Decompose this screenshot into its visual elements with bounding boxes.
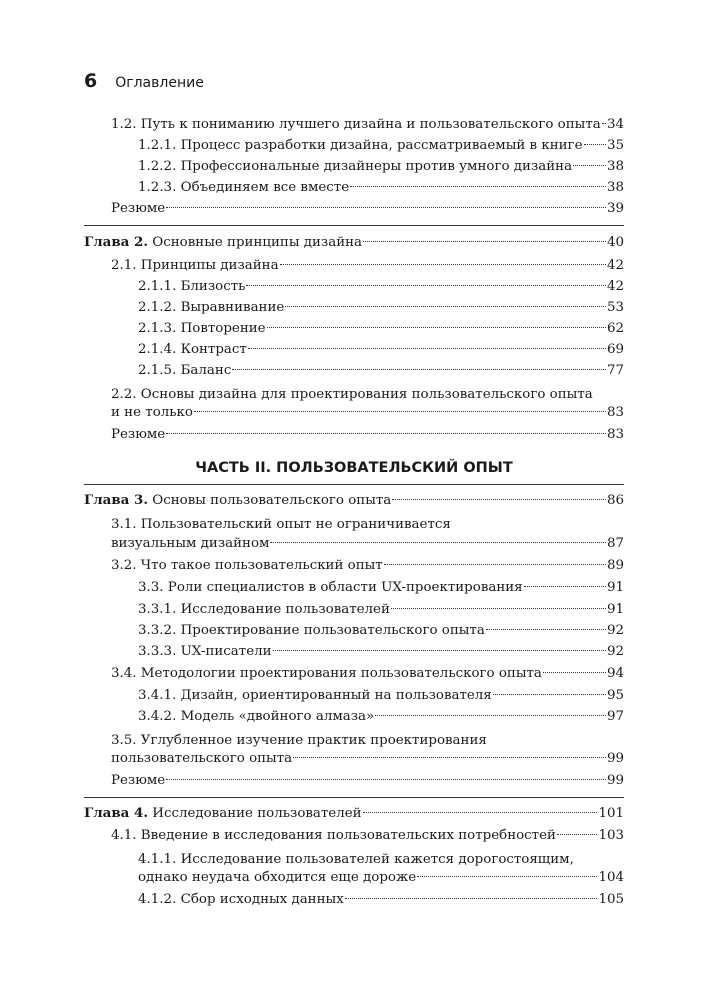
toc-entry-2-1-5[interactable]	[138, 360, 624, 381]
toc-entry-text: 2.1.4. Контраст	[138, 342, 247, 357]
dot-leader	[584, 144, 606, 145]
toc-entry-4-1-2[interactable]	[138, 889, 624, 910]
toc-page-number: 42	[606, 258, 624, 273]
chapter-label: Глава 4.	[84, 805, 148, 821]
toc-entry-text: визуальным дизайном	[111, 536, 270, 551]
toc-entry-3-4[interactable]	[111, 663, 624, 684]
toc-page-number: 101	[598, 806, 624, 821]
toc-entry-3-3-2[interactable]	[138, 620, 624, 641]
toc-entry-resume-1[interactable]	[111, 198, 624, 219]
toc-entry-1-2-2[interactable]	[138, 156, 624, 177]
toc-entry-text: и не только	[111, 405, 193, 420]
toc-entry-text: 3.3. Роли специалистов в области UX-проектирования	[138, 580, 523, 595]
dot-leader	[392, 499, 606, 500]
toc-page-number: 77	[606, 363, 624, 378]
toc-chapter-2[interactable]	[84, 232, 624, 253]
toc-page-number: 89	[606, 558, 624, 573]
running-title: Оглавление	[115, 75, 204, 91]
dot-leader	[293, 757, 606, 758]
toc-entry-text: 3.4.1. Дизайн, ориентированный на пользователя	[138, 688, 492, 703]
toc-page-number: 95	[606, 688, 624, 703]
dot-leader	[375, 715, 606, 716]
toc-entry-3-4-1[interactable]	[138, 685, 624, 706]
toc-page-number: 40	[606, 235, 624, 250]
dot-leader	[363, 812, 598, 813]
toc-entry-resume-3[interactable]	[111, 770, 624, 791]
dot-leader	[557, 834, 597, 835]
toc-page-number: 39	[606, 201, 624, 216]
toc-page-number: 38	[606, 159, 624, 174]
toc-entry-text: 1.2. Путь к пониманию лучшего дизайна и пользовательского опыта	[111, 117, 601, 132]
dot-leader	[246, 285, 606, 286]
toc-entry-text: 3.3.2. Проектирование пользовательского опыта	[138, 623, 485, 638]
toc-page-number: 38	[606, 180, 624, 195]
toc-entry-text: 2.1.5. Баланс	[138, 363, 232, 378]
chapter-label: Глава 2.	[84, 234, 148, 250]
toc-entry-text: 3.2. Что такое пользовательский опыт	[111, 558, 383, 573]
toc-entry-text: 4.1.2. Сбор исходных данных	[138, 892, 344, 907]
toc-chapter-4[interactable]	[84, 803, 624, 824]
toc-entry-text: Резюме	[111, 773, 166, 788]
toc-entry-text: 3.4.2. Модель «двойного алмаза»	[138, 709, 375, 724]
dot-leader	[573, 165, 606, 166]
toc-entry-text: 2.1. Принципы дизайна	[111, 258, 279, 273]
toc-entry-2-1-2[interactable]	[138, 297, 624, 318]
dot-leader	[166, 433, 606, 434]
dot-leader	[273, 650, 606, 651]
toc-page-number: 83	[606, 405, 624, 420]
toc-page-number: 91	[606, 602, 624, 617]
toc-page-number: 104	[598, 870, 624, 885]
dot-leader	[543, 672, 606, 673]
toc-entry-3-3-1[interactable]	[138, 599, 624, 620]
toc-entry-text: Исследование пользователей	[152, 806, 362, 821]
dot-leader	[602, 123, 606, 124]
dot-leader	[285, 306, 606, 307]
dot-leader	[384, 564, 606, 565]
toc-entry-resume-2[interactable]	[111, 424, 624, 445]
toc-entry-text: 1.2.3. Объединяем все вместе	[138, 180, 350, 195]
toc-entry-text: 3.3.3. UX-писатели	[138, 644, 272, 659]
toc-entry-3-3-3[interactable]	[138, 641, 624, 662]
toc-entry-text: 4.1. Введение в исследования пользовательских потребностей	[111, 828, 556, 843]
toc-page-number: 86	[606, 493, 624, 508]
toc-entry-text: Резюме	[111, 201, 166, 216]
toc-page-number: 99	[606, 751, 624, 766]
toc-entry-2-1-1[interactable]	[138, 276, 624, 297]
chapter-label: Глава 3.	[84, 492, 148, 508]
chapter-divider	[84, 797, 624, 798]
toc-entry-1-2-1[interactable]	[138, 135, 624, 156]
toc-entry-text: Основы пользовательского опыта	[152, 493, 392, 508]
toc-page-number: 69	[606, 342, 624, 357]
toc-page-number: 97	[606, 709, 624, 724]
toc-entry-text: однако неудача обходится еще дороже	[138, 870, 417, 885]
dot-leader	[493, 694, 606, 695]
toc-entry-text: 2.1.3. Повторение	[138, 321, 266, 336]
toc-entry-2-1-3[interactable]	[138, 318, 624, 339]
part-heading: ЧАСТЬ II. ПОЛЬЗОВАТЕЛЬСКИЙ ОПЫТ	[195, 460, 513, 476]
toc-entry-2-1[interactable]	[111, 255, 624, 276]
toc-entry-2-1-4[interactable]	[138, 339, 624, 360]
toc-entry-text: 1.2.2. Профессиональные дизайнеры против умного дизайна	[138, 159, 573, 174]
dot-leader	[232, 369, 606, 370]
toc-page-number: 83	[606, 427, 624, 442]
toc-page-number: 53	[606, 300, 624, 315]
dot-leader	[270, 542, 605, 543]
toc-entry-text: 1.2.1. Процесс разработки дизайна, рассматриваемый в книге	[138, 138, 583, 153]
dot-leader	[524, 586, 606, 587]
toc-page-number: 92	[606, 644, 624, 659]
toc-entry-text: 2.1.1. Близость	[138, 279, 246, 294]
toc-entry-text-line1: 3.5. Углубленное изучение практик проектирования	[111, 733, 487, 748]
toc-page-number: 94	[606, 666, 624, 681]
dot-leader	[280, 264, 606, 265]
dot-leader	[417, 876, 597, 877]
toc-entry-text: 2.1.2. Выравнивание	[138, 300, 285, 315]
toc-entry-text: 3.3.1. Исследование пользователей	[138, 602, 390, 617]
toc-page-number: 62	[606, 321, 624, 336]
toc-entry-3-5[interactable]	[111, 748, 624, 769]
toc-entry-text: Резюме	[111, 427, 166, 442]
chapter-divider	[84, 225, 624, 226]
dot-leader	[166, 207, 606, 208]
toc-entry-3-3[interactable]	[138, 577, 624, 598]
toc-page-number: 42	[606, 279, 624, 294]
toc-page-number: 103	[598, 828, 624, 843]
toc-entry-4-1[interactable]	[111, 825, 624, 846]
toc-chapter-3[interactable]	[84, 490, 624, 511]
toc-entry-3-4-2[interactable]	[138, 706, 624, 727]
toc-entry-text-line1: 4.1.1. Исследование пользователей кажется дорогостоящим,	[138, 852, 574, 867]
toc-page-number: 34	[606, 117, 624, 132]
page-number: 6	[84, 70, 98, 92]
toc-page-number: 91	[606, 580, 624, 595]
toc-page-number: 87	[606, 536, 624, 551]
toc-entry-text: Основные принципы дизайна	[152, 235, 363, 250]
toc-page-number: 92	[606, 623, 624, 638]
toc-entry-text: пользовательского опыта	[111, 751, 293, 766]
dot-leader	[267, 327, 606, 328]
toc-entry-1-2-3[interactable]	[138, 177, 624, 198]
toc-entry-4-1-1[interactable]	[138, 867, 624, 888]
dot-leader	[363, 241, 606, 242]
dot-leader	[345, 898, 598, 899]
dot-leader	[166, 779, 606, 780]
toc-entry-text-line1: 3.1. Пользовательский опыт не ограничивается	[111, 517, 451, 532]
toc-entry-text: 3.4. Методологии проектирования пользовательского опыта	[111, 666, 542, 681]
toc-page-number: 99	[606, 773, 624, 788]
dot-leader	[194, 411, 606, 412]
running-header	[84, 70, 204, 96]
dot-leader	[350, 186, 606, 187]
toc-entry-3-2[interactable]	[111, 555, 624, 576]
toc-entry-1-2[interactable]	[111, 114, 624, 135]
toc-entry-text-line1: 2.2. Основы дизайна для проектирования пользовательского опыта	[111, 387, 593, 402]
dot-leader	[248, 348, 606, 349]
chapter-divider	[84, 484, 624, 485]
toc-page-number: 105	[598, 892, 624, 907]
toc-entry-2-2[interactable]	[111, 402, 624, 423]
dot-leader	[391, 608, 606, 609]
toc-page-number: 35	[606, 138, 624, 153]
dot-leader	[486, 629, 606, 630]
toc-entry-3-1[interactable]	[111, 533, 624, 554]
